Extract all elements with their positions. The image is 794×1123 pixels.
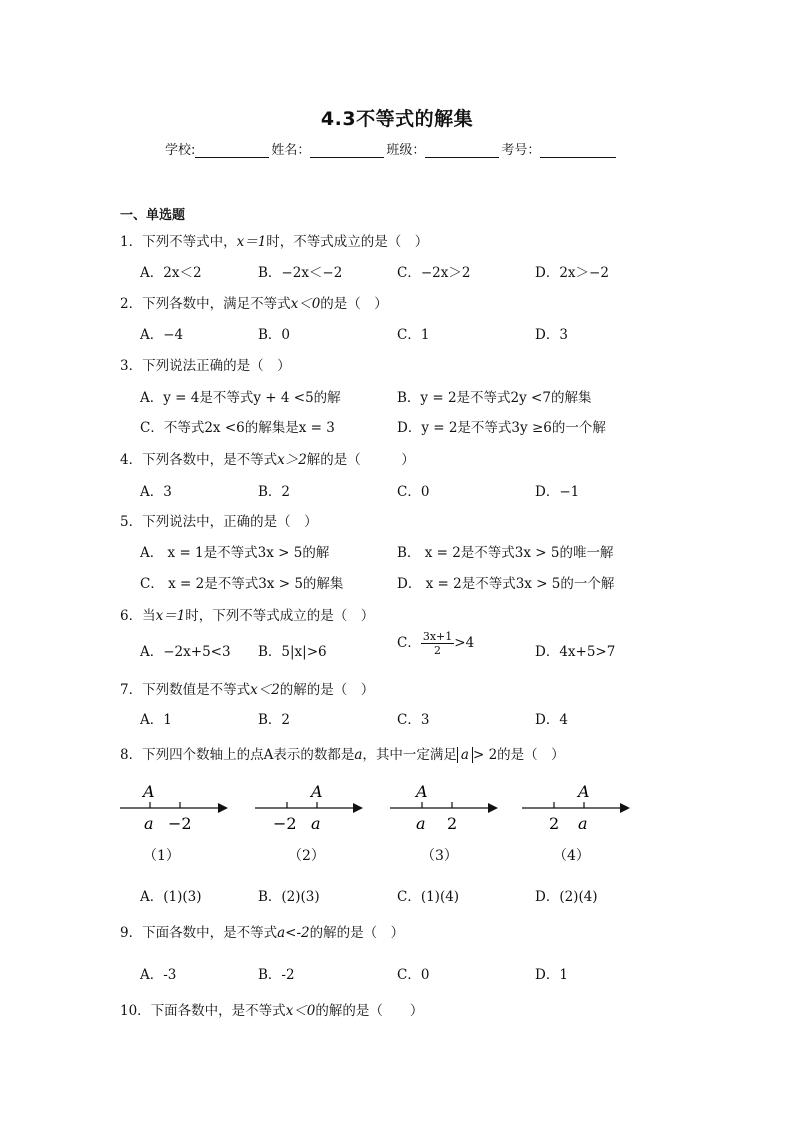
option-b[interactable]: B．2 — [258, 712, 291, 728]
option-d[interactable]: D．4x+5>7 — [535, 644, 616, 660]
option-b[interactable]: B．-2 — [258, 967, 295, 983]
point-label: A — [311, 782, 323, 801]
question-number: 2． — [120, 296, 143, 312]
question-stem-tail: 解的是（ ） — [306, 452, 415, 468]
left-label: a — [416, 814, 426, 832]
option-d[interactable]: D．1 — [535, 967, 568, 983]
option-d[interactable]: D． x = 2是不等式3x > 5的一个解 — [397, 576, 615, 592]
student-info-line — [165, 139, 618, 158]
question-7 — [120, 678, 374, 698]
question-2 — [120, 292, 388, 312]
option-d[interactable]: D．3 — [535, 327, 568, 343]
right-label: a — [311, 814, 321, 832]
number-line-caption: （2） — [288, 848, 325, 864]
school-label: 学校: — [165, 143, 196, 158]
question-stem-tail: 的是（ ） — [320, 296, 388, 312]
question-3 — [120, 354, 291, 374]
number-line-caption: （1） — [143, 848, 180, 864]
question-math: x＝1 — [155, 608, 186, 624]
question-stem-tail: > 2的是（ ） — [472, 747, 565, 763]
option-c-label: C． — [397, 635, 421, 652]
left-label: a — [144, 814, 154, 832]
question-stem-tail: 时，下列不等式成立的是（ ） — [185, 608, 375, 624]
left-label: −2 — [273, 814, 297, 832]
option-a[interactable]: A．−4 — [140, 327, 184, 343]
question-stem: 下列说法中，正确的是（ ） — [142, 514, 318, 530]
option-c[interactable] — [397, 630, 474, 657]
option-a[interactable]: A．2x＜2 — [140, 265, 202, 281]
fraction-denominator: 2 — [434, 644, 442, 658]
question-number: 1． — [120, 234, 143, 250]
question-stem-tail: 时，不等式成立的是（ ） — [266, 234, 429, 250]
question-number: 7． — [120, 682, 143, 698]
option-a[interactable]: A．-3 — [140, 967, 177, 983]
option-b[interactable]: B．2 — [258, 484, 291, 500]
fraction-numerator: 3x+1 — [422, 630, 453, 643]
question-1 — [120, 230, 428, 250]
question-math: x＞2 — [277, 452, 307, 468]
option-d[interactable]: D．4 — [535, 712, 568, 728]
class-field[interactable] — [425, 143, 499, 158]
right-label: 2 — [447, 814, 458, 832]
page-title: 4.3不等式的解集 — [320, 108, 474, 130]
fraction-tail: >4 — [454, 635, 475, 652]
id-field[interactable] — [540, 143, 616, 158]
question-stem: 下列四个数轴上的点A表示的数都是 — [142, 747, 355, 763]
option-b[interactable]: B．5|x|>6 — [258, 644, 327, 660]
option-d[interactable]: D．(2)(4) — [535, 889, 598, 905]
question-9 — [120, 921, 404, 941]
name-label: 姓名： — [271, 143, 311, 158]
number-line-4 — [522, 782, 632, 832]
question-number: 9． — [120, 925, 143, 941]
question-math: x＜2 — [250, 682, 280, 698]
number-line-2 — [255, 782, 365, 832]
option-c[interactable]: C．0 — [397, 484, 430, 500]
fraction — [421, 630, 454, 657]
option-a[interactable]: A．(1)(3) — [140, 889, 202, 905]
question-8 — [120, 743, 565, 763]
question-number: 5． — [120, 514, 143, 530]
question-math: a<-2 — [277, 925, 310, 941]
option-d[interactable]: D．2x＞−2 — [535, 265, 609, 281]
question-stem-tail: 的解的是（ ） — [279, 682, 375, 698]
question-stem: 当 — [142, 608, 156, 624]
question-6 — [120, 604, 374, 624]
number-line-caption: （3） — [421, 848, 458, 864]
id-label: 考号： — [501, 143, 541, 158]
option-a[interactable]: A．3 — [140, 484, 172, 500]
question-10 — [120, 999, 423, 1019]
number-line-1 — [120, 782, 230, 832]
question-math: a — [354, 747, 363, 763]
right-label: −2 — [168, 814, 192, 832]
number-line-caption: （4） — [553, 848, 590, 864]
question-4 — [120, 448, 415, 468]
absolute-value: a — [457, 747, 473, 763]
question-number: 10． — [120, 1003, 151, 1019]
number-line-3 — [390, 782, 500, 832]
question-stem-tail: 的解的是（ ） — [315, 1003, 424, 1019]
option-d[interactable]: D．y = 2是不等式3y ≥6的一个解 — [397, 420, 606, 436]
option-d[interactable]: D．−1 — [535, 484, 580, 500]
question-math: x＜0 — [290, 296, 321, 312]
school-field[interactable] — [195, 143, 269, 158]
question-math: x＝1 — [236, 234, 267, 250]
class-label: 班级： — [386, 143, 426, 158]
left-label: 2 — [549, 814, 560, 832]
option-a[interactable]: A．y = 4是不等式y + 4 <5的解 — [140, 390, 341, 406]
point-label: A — [578, 782, 590, 801]
question-stem: 下面各数中，是不等式 — [150, 1003, 286, 1019]
option-a[interactable]: A．1 — [140, 712, 172, 728]
option-c[interactable]: C．不等式2x <6的解集是x = 3 — [140, 420, 335, 436]
section-title: 一、单选题 — [120, 208, 186, 223]
option-a[interactable]: A．−2x+5<3 — [140, 644, 231, 660]
question-stem: 下列说法正确的是（ ） — [142, 358, 291, 374]
option-c[interactable]: C．0 — [397, 967, 430, 983]
arrow-icon — [218, 803, 228, 813]
name-field[interactable] — [310, 143, 384, 158]
right-label: a — [578, 814, 588, 832]
point-label: A — [416, 782, 428, 801]
option-c[interactable]: C．3 — [397, 712, 430, 728]
question-math: x＜0 — [285, 1003, 316, 1019]
question-number: 6． — [120, 608, 143, 624]
question-stem-tail: 的解的是（ ） — [309, 925, 405, 941]
question-stem: 下列数值是不等式 — [142, 682, 251, 698]
arrow-icon — [353, 803, 363, 813]
question-number: 4． — [120, 452, 143, 468]
option-b[interactable]: B．y = 2是不等式2y <7的解集 — [397, 390, 592, 406]
question-number: 8． — [120, 747, 143, 763]
arrow-icon — [620, 803, 630, 813]
question-stem: 下面各数中，是不等式 — [142, 925, 278, 941]
question-stem: 下列各数中，满足不等式 — [142, 296, 291, 312]
option-b[interactable]: B．0 — [258, 327, 291, 343]
point-label: A — [143, 782, 155, 801]
option-c[interactable]: C．(1)(4) — [397, 889, 460, 905]
question-number: 3． — [120, 358, 143, 374]
option-b[interactable]: B． x = 2是不等式3x > 5的唯一解 — [397, 545, 614, 561]
option-c[interactable]: C． x = 2是不等式3x > 5的解集 — [140, 576, 344, 592]
question-stem: 下列不等式中， — [142, 234, 237, 250]
question-stem: 下列各数中，是不等式 — [142, 452, 278, 468]
option-b[interactable]: B．−2x＜−2 — [258, 265, 343, 281]
arrow-icon — [488, 803, 498, 813]
question-5 — [120, 510, 318, 530]
option-a[interactable]: A． x = 1是不等式3x > 5的解 — [140, 545, 330, 561]
option-c[interactable]: C．−2x＞2 — [397, 265, 471, 281]
option-c[interactable]: C．1 — [397, 327, 430, 343]
option-b[interactable]: B．(2)(3) — [258, 889, 320, 905]
question-stem-mid: ，其中一定满足 — [362, 747, 457, 763]
